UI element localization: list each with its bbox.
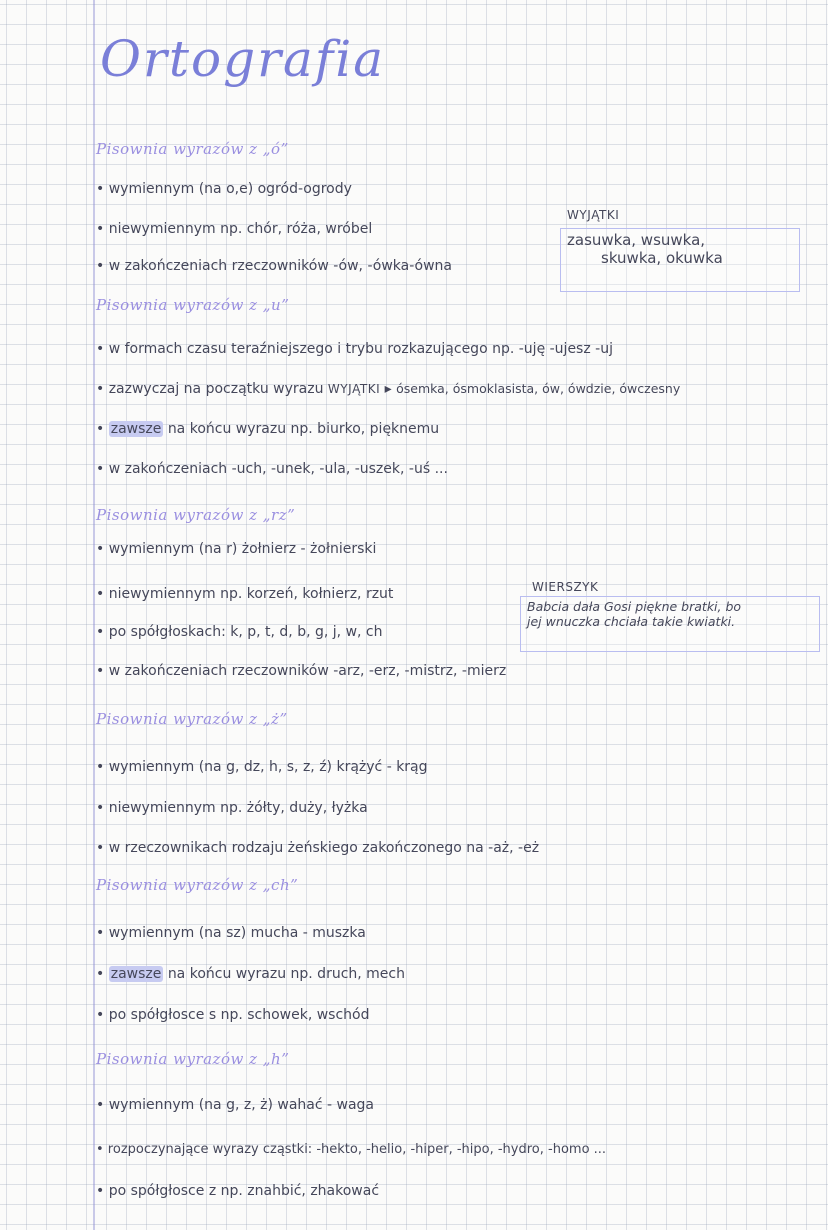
rule-line: • niewymiennym np. żółty, duży, łyżka: [96, 800, 368, 816]
poem-box-label: WIERSZYK: [532, 580, 599, 594]
rule-line: • zawsze na końcu wyrazu np. druch, mech: [96, 966, 405, 982]
rule-line: • po spółgłoskach: k, p, t, d, b, g, j, w, ch: [96, 624, 383, 640]
exceptions-box-line: skuwka, okuwka: [601, 249, 723, 267]
rule-line: • wymiennym (na sz) mucha - muszka: [96, 925, 366, 941]
rule-line: • po spółgłosce z np. znahbić, zhakować: [96, 1183, 380, 1199]
section-heading-h: Pisownia wyrazów z „h”: [96, 1050, 290, 1068]
rule-line: [96, 381, 680, 397]
rule-line: • niewymiennym np. chór, róża, wróbel: [96, 221, 373, 237]
exceptions-box-line: zasuwka, wsuwka,: [567, 231, 706, 249]
rule-text: • zazwyczaj na początku wyrazu: [96, 381, 324, 397]
rule-line: • wymiennym (na o,e) ogród-ogrody: [96, 181, 352, 197]
rule-line: • wymiennym (na r) żołnierz - żołnierski: [96, 541, 377, 557]
exceptions-box-label: WYJĄTKI: [567, 208, 620, 222]
rule-text: na końcu wyrazu np. druch, mech: [167, 966, 405, 982]
exceptions-box: [560, 228, 800, 292]
rule-line: • niewymiennym np. korzeń, kołnierz, rzut: [96, 586, 394, 602]
rule-text: na końcu wyrazu np. biurko, pięknemu: [167, 421, 440, 437]
rule-line: • rozpoczynające wyrazy cząstki: -hekto, -helio, -hiper, -hipo, -hydro, -homo ...: [96, 1142, 607, 1157]
exceptions-inline-text: ósemka, ósmoklasista, ów, ówdzie, ówczesny: [396, 381, 681, 396]
rule-line: • w formach czasu teraźniejszego i trybu rozkazującego np. -uję -ujesz -uj: [96, 341, 613, 357]
poem-box-line: jej wnuczka chciała takie kwiatki.: [527, 614, 736, 629]
poem-box: [520, 596, 820, 652]
section-heading-u: Pisownia wyrazów z „u”: [96, 296, 290, 314]
rule-line: • w zakończeniach rzeczowników -ów, -ówka-ówna: [96, 258, 452, 274]
poem-box-line: Babcia dała Gosi piękne bratki, bo: [527, 599, 742, 614]
exceptions-inline-label: WYJĄTKI: [327, 382, 381, 396]
arrow-icon: ▸: [384, 381, 392, 397]
section-heading-rz: Pisownia wyrazów z „rz”: [96, 506, 296, 524]
rule-line: • wymiennym (na g, dz, h, s, z, ź) krążyć - krąg: [96, 759, 428, 775]
rule-line: • po spółgłosce s np. schowek, wschód: [96, 1007, 370, 1023]
rule-line: • w zakończeniach -uch, -unek, -ula, -uszek, -uś ...: [96, 461, 448, 477]
section-heading-z: Pisownia wyrazów z „ż”: [96, 710, 288, 728]
highlight-always: zawsze: [110, 421, 162, 437]
section-heading-ch: Pisownia wyrazów z „ch”: [96, 876, 299, 894]
rule-line: • w rzeczownikach rodzaju żeńskiego zakończonego na -aż, -eż: [96, 840, 540, 856]
margin-line: [93, 0, 95, 1230]
rule-line: • w zakończeniach rzeczowników -arz, -erz, -mistrz, -mierz: [96, 663, 507, 679]
page-title: Ortografia: [100, 30, 386, 88]
rule-line: • wymiennym (na g, z, ż) wahać - waga: [96, 1097, 374, 1113]
highlight-always: zawsze: [110, 966, 162, 982]
rule-line: • zawsze na końcu wyrazu np. biurko, pięknemu: [96, 421, 440, 437]
section-heading-o: Pisownia wyrazów z „ó”: [96, 140, 289, 158]
